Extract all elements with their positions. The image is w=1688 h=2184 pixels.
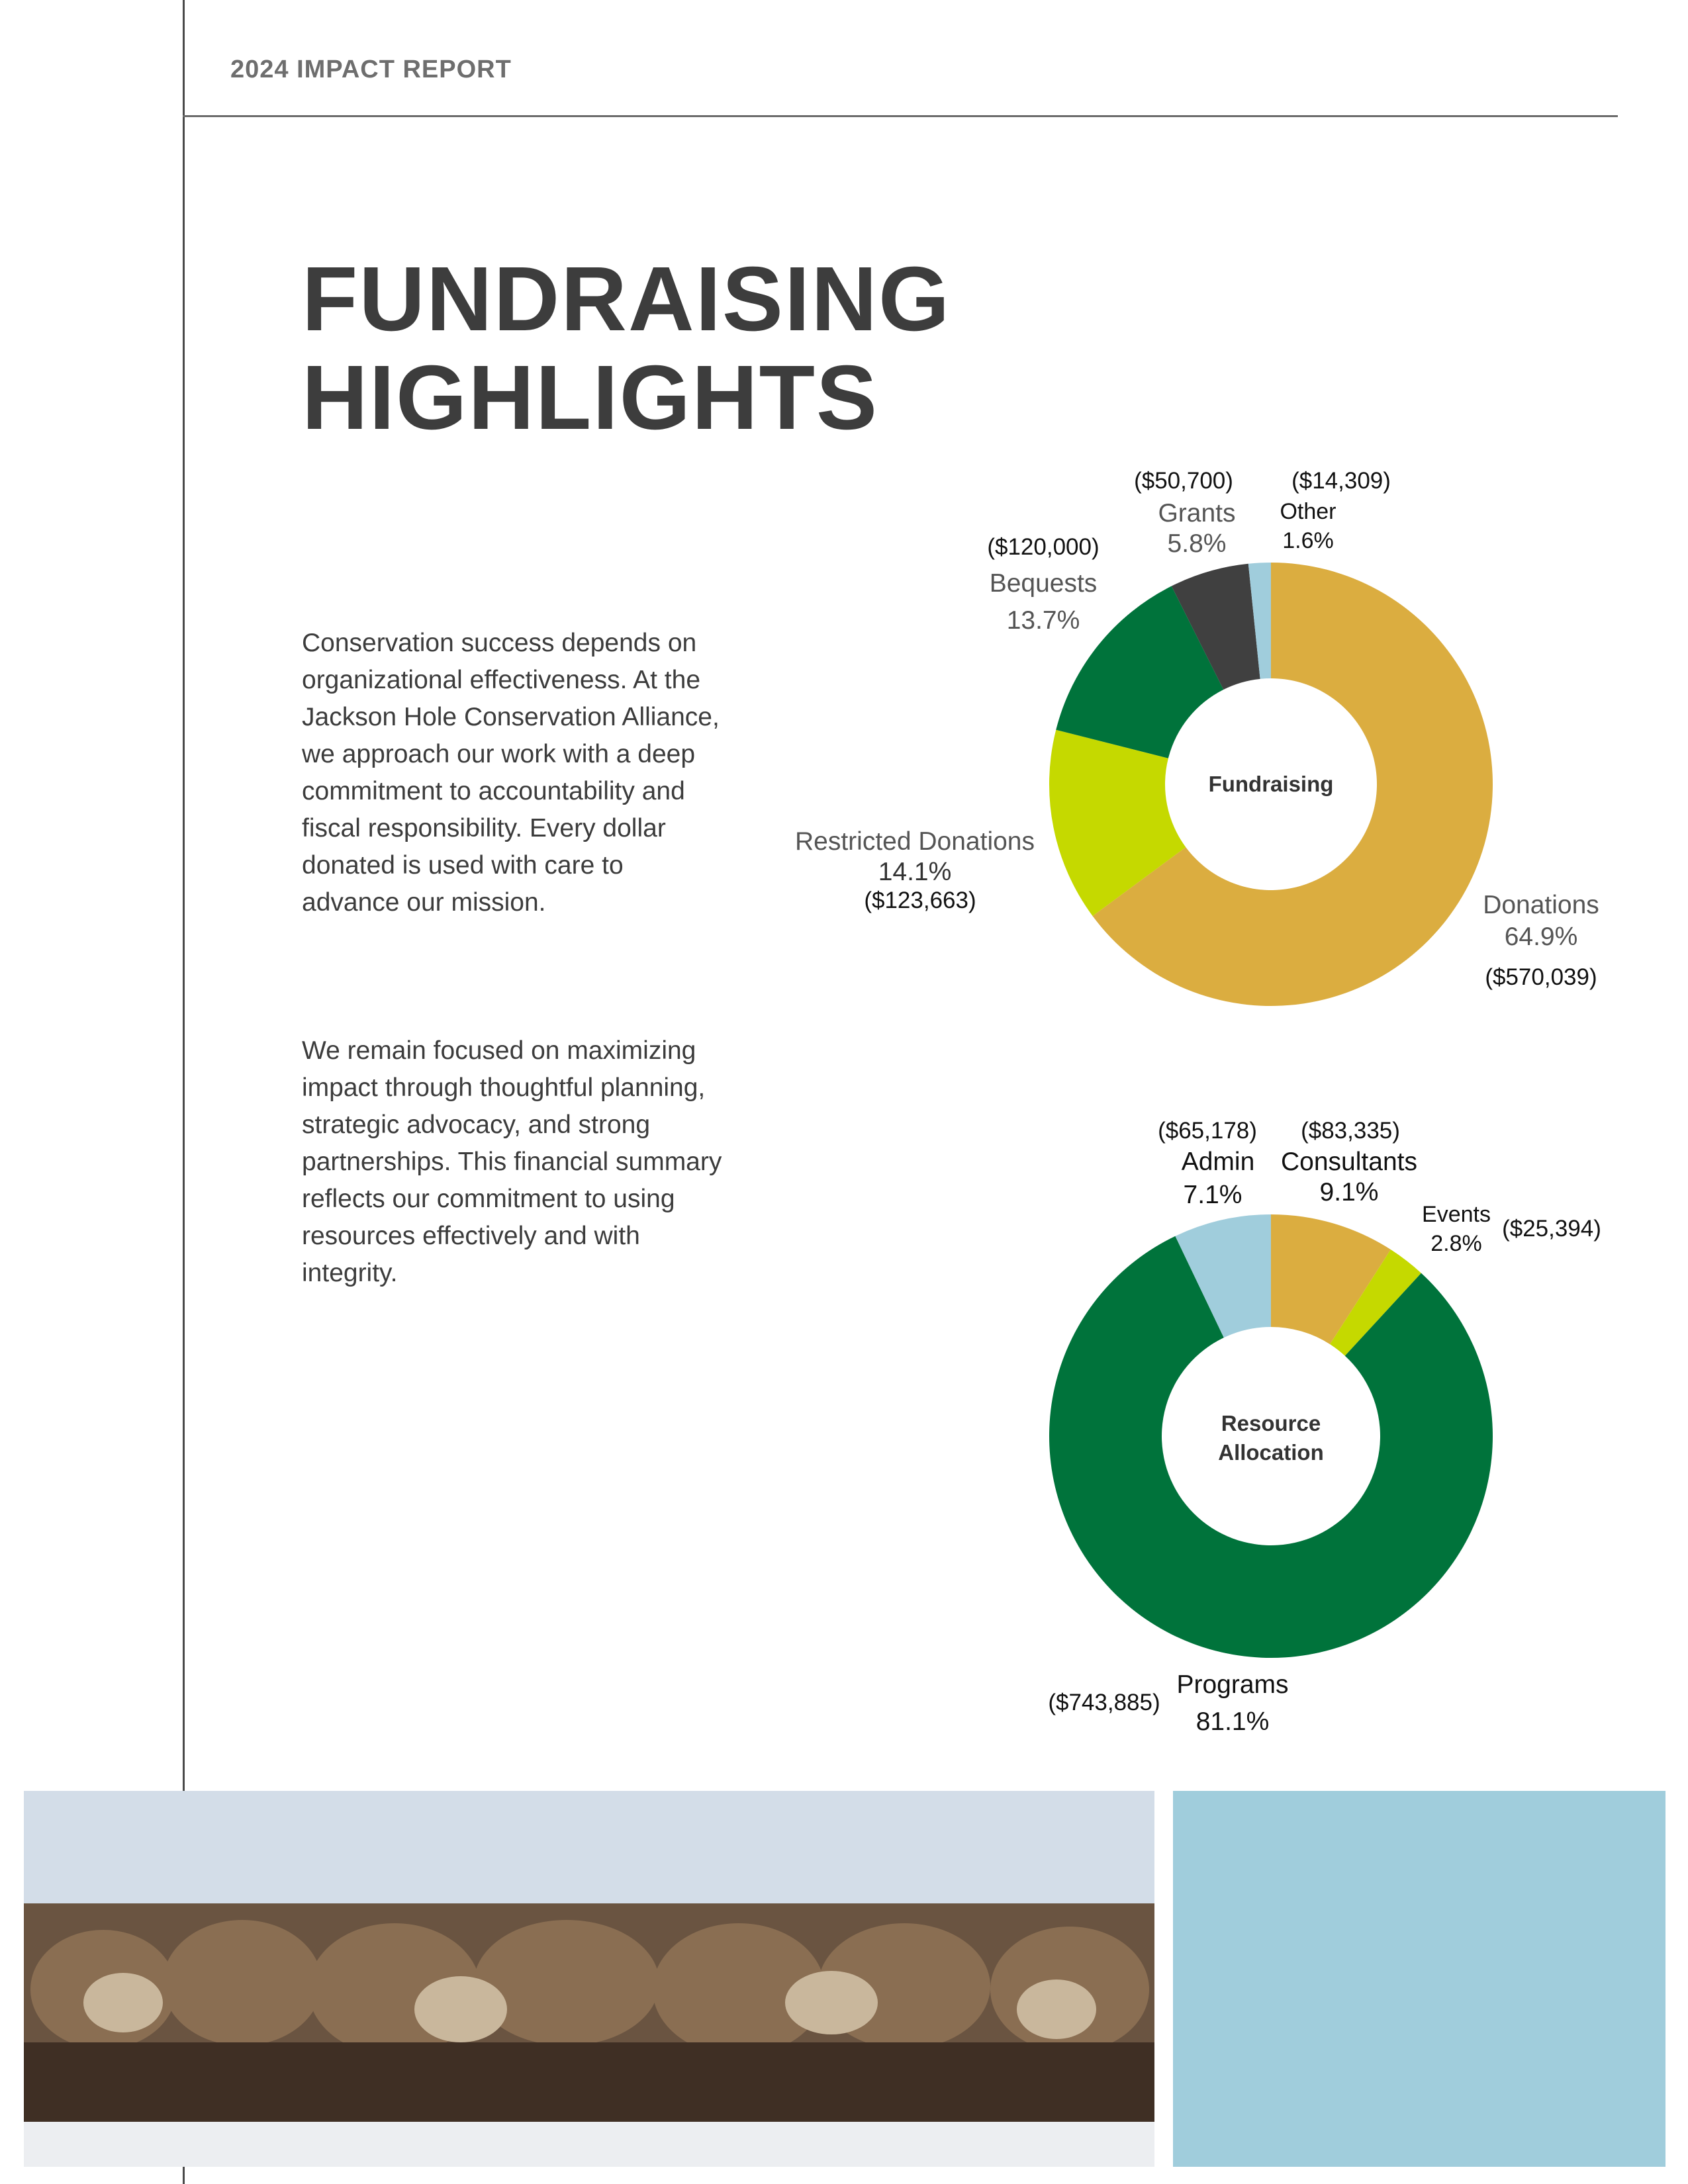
- slice-percent-other: 1.6%: [1282, 528, 1334, 553]
- slice-label-grants: Grants: [1158, 499, 1236, 527]
- slice-label-consultants: Consultants: [1281, 1148, 1417, 1176]
- slice-percent-donations: 64.9%: [1504, 923, 1578, 951]
- slice-percent-consultants: 9.1%: [1319, 1178, 1379, 1206]
- title-line-2: HIGHLIGHTS: [302, 347, 878, 449]
- slice-amount-restricted-donations: ($123,663): [864, 887, 976, 913]
- slice-percent-restricted-donations: 14.1%: [878, 858, 952, 886]
- slice-amount-programs: ($743,885): [1048, 1690, 1160, 1715]
- fundraising-donut-chart: [795, 468, 1599, 1006]
- slice-amount-consultants: ($83,335): [1301, 1118, 1400, 1144]
- slice-percent-grants: 5.8%: [1167, 529, 1227, 558]
- accent-block: [1173, 1791, 1665, 2167]
- slice-amount-grants: ($50,700): [1134, 468, 1233, 494]
- slice-percent-bequests: 13.7%: [1006, 606, 1080, 635]
- resource-allocation-donut-chart: [1048, 1118, 1601, 1736]
- chart-center-title: Fundraising: [1208, 772, 1334, 796]
- slice-amount-other: ($14,309): [1291, 468, 1391, 494]
- slice-label-other: Other: [1280, 499, 1336, 524]
- summary-paragraph: We remain focused on maximizing impact through thoughtful planning, strategic advocacy, and strong partnerships. This financial summary reflects our commitment to using resources effectively and with integrity.: [302, 1036, 722, 1287]
- slice-amount-events: ($25,394): [1502, 1216, 1601, 1242]
- slice-amount-admin: ($65,178): [1158, 1118, 1257, 1144]
- slice-label-donations: Donations: [1483, 891, 1599, 919]
- intro-paragraph: Conservation success depends on organizational effectiveness. At the Jackson Hole Conservation Alliance, we approach our work with a deep commitment to accountability and fiscal responsibility. Every dollar donated is used with care to advance our mission.: [302, 629, 720, 917]
- elk-herd-illustration: [24, 1791, 1154, 2167]
- slice-percent-events: 2.8%: [1430, 1231, 1482, 1256]
- slice-label-programs: Programs: [1176, 1670, 1289, 1699]
- chart-center-title-line-2: Allocation: [1218, 1440, 1324, 1465]
- slice-label-restricted-donations: Restricted Donations: [794, 827, 1035, 856]
- slice-amount-bequests: ($120,000): [987, 534, 1100, 560]
- title-line-1: FUNDRAISING: [302, 248, 951, 350]
- report-label: 2024 IMPACT REPORT: [230, 56, 512, 83]
- elk-herd-photo: [24, 1791, 1154, 2167]
- slice-label-bequests: Bequests: [989, 569, 1098, 598]
- slice-percent-admin: 7.1%: [1183, 1181, 1243, 1209]
- slice-label-admin: Admin: [1181, 1148, 1255, 1176]
- slice-label-events: Events: [1422, 1202, 1491, 1227]
- chart-center-title-line-1: Resource: [1221, 1411, 1321, 1435]
- slice-amount-donations: ($570,039): [1485, 964, 1597, 990]
- slice-percent-programs: 81.1%: [1196, 1707, 1270, 1736]
